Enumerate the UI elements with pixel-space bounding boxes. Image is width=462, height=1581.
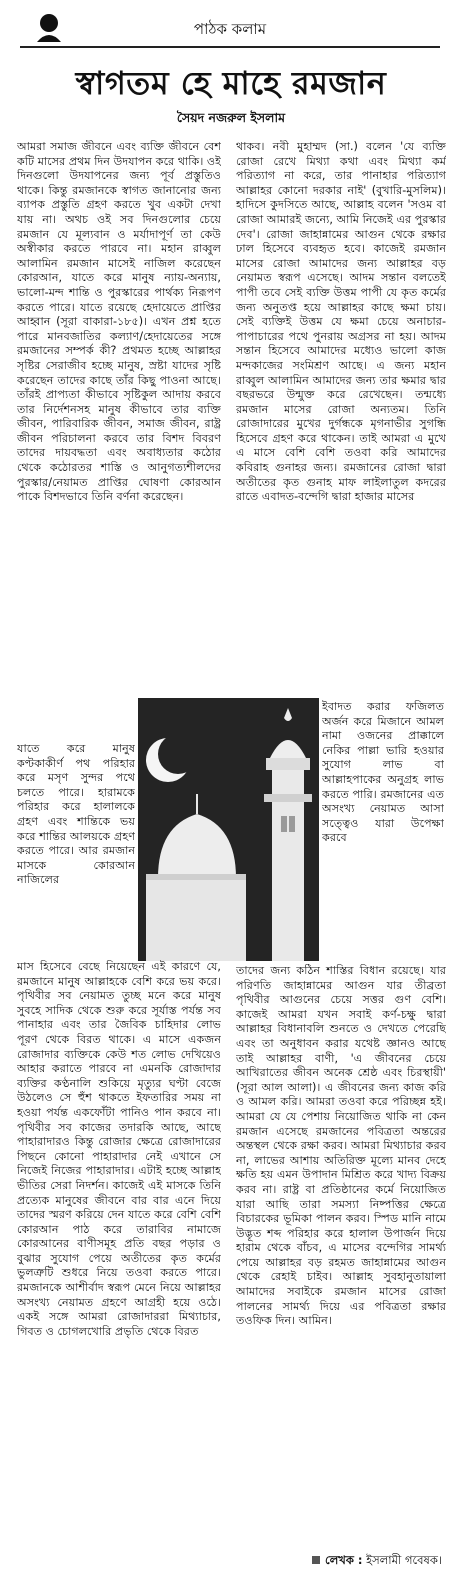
bullet-square-icon (312, 1556, 320, 1564)
article-paragraph: থাকব। নবী মুহাম্মদ (সা.) বলেন 'যে ব্যক্তি রোজা রেখে মিথ্যা কথা এবং মিথ্যা কর্ম পরিত্যাগ না করে, তার পানাহার পরিত্যাগ আল্লাহর কোনো দরকার নাই' (বুখারি-মুসলিম)। হাদিসে কুদসিতে আছে, আল্লাহ বলেন 'সওম বা রোজা আমারই জন্যে, আমি নিজেই এর পুরস্কার দেব'। রোজা জাহান্নামের আগুন থেকে রক্ষার ঢাল হিসেবে ব্যবহৃত হবে। কাজেই রমজান মাসের রোজা আমাদের জন্য আল্লাহর বড় নেয়ামত স্বরূপ এসেছে। আদম সন্তান বলতেই পাপী তবে সেই ব্যক্তি উত্তম পাপী যে কৃত কর্মের জন্য অনুতপ্ত হয়ে আল্লাহর কাছে ক্ষমা চায়। সেই ব্যক্তিই উত্তম যে ক্ষমা চেয়ে অনাচার-পাপাচারের পথে পুনরায় অগ্রসর না হয়। আদম সন্তান হিসেবে আমাদের মধ্যেও ভালো কাজ মন্দকাজের সংমিশ্রণ আছে। এ জন্য মহান রাব্বুল আলামিন আমাদের জন্য তার ক্ষমার দ্বার বছরভরে উন্মুক্ত করে রেখেছেন। তন্মধ্যে রমজান মাসের রোজা অন্যতম। তিনি রোজাদারের মুখের দুর্গন্ধকে মৃগনাভীর সুগন্ধি হিসেবে গ্রহণ করে থাকেন। তাই আমরা এ মুখে এ মাসে বেশি বেশি তওবা করি আমাদের কবিরাহ গুনাহর জন্য। রমজানের রোজা দ্বারা অতীতের কৃত গুনাহ মাফ লাইলাতুল কদরের রাতে এবাদত-বন্দেগি দ্বারা হাজার মাসের (236, 140, 446, 504)
article-column-right-narrow (322, 700, 444, 962)
article-author: সৈয়দ নজরুল ইসলাম (176, 110, 286, 125)
article-paragraph: ইবাদত করার ফজিলত অর্জন করে মিজানে আমল নামা ওজনের প্রাক্কালে নেকির পাল্লা ভারি হওয়ার সুযোগ লাভ বা আল্লাহপাকের অনুগ্রহ লাভ করতে পারি। রমজানের এত অসংখ্য নেয়ামত আসা সত্ত্বেও যারা উপেক্ষা করবে (322, 700, 444, 845)
article-column-left (17, 140, 221, 740)
article-column-right (236, 140, 446, 696)
section-header (20, 6, 440, 48)
article-title: স্বাগতম হে মাহে রমজান (75, 64, 387, 102)
article-paragraph: যাতে করে মানুষ কণ্টকাকীর্ণ পথ পরিহার করে মসৃণ সুন্দর পথে চলতে পারে। হারামকে পরিহার করে হালালকে গ্রহণ এবং শান্তিকে ভয় করে শান্তির আলয়কে গ্রহণ করতে পারে। আর রমজান মাসকে কোরআন নাজিলের (17, 742, 135, 887)
article-paragraph: মাস হিসেবে বেছে নিয়েছেন এই কারণে যে, রমজানে মানুষ আল্লাহকে বেশি করে ভয় করে। পৃথিবীর সব নেয়ামত তুচ্ছ মনে করে মানুষ সুবহে সাদিক থেকে শুরু করে সূর্যাস্ত পর্যন্ত সব পানাহার এবং তার জৈবিক চাহিদার লোভ পূরণ থেকে বিরত থাকে। এ মাসে একজন রোজাদার ব্যক্তিকে কেউ শত লোভ দেখিয়েও আহার করাতে পারবে না এমনকি রোজাদার ব্যক্তির কণ্ঠনালি শুকিয়ে মৃত্যুর ঘণ্টা বেজে উঠলেও সে হুঁশ থাকতে ইফতারির সময় না হওয়া পর্যন্ত একফোঁটা পানিও পান করবে না। পৃথিবীর সব কাজের তদারকি আছে, আছে পাহারাদারও কিন্তু রোজার ক্ষেত্রে রোজাদারের পিছনে কোনো পাহারাদার নেই এখানে সে নিজেই নিজের পাহারাদার। এটাই হচ্ছে আল্লাহ ভীতির সেরা নিদর্শন। কাজেই এই মাসকে তিনি প্রত্যেক মানুষের জীবনে বার বার এনে দিয়ে তাদের স্মরণ করিয়ে দেন যাতে করে বেশি বেশি কোরআন পাঠ করে তারাবির নামাজে কোরআনের বাণীসমূহ প্রতি বছর পড়ার ও বুঝার সুযোগ পেয়ে অতীতের কৃত কর্মের ভুলত্রুটি শুধরে নিয়ে তওবা করতে পারে। রমজানকে আশীর্বাদ স্বরূপ মেনে নিয়ে আল্লাহর অসংখ্য নেয়ামত গ্রহণে আগ্রহী হয়ে ওঠে। একই সঙ্গে আমরা রোজাদাররা মিথ্যাচার, গিবত ও চোগলখোরি প্রভৃতি থেকে বিরত (17, 960, 221, 1338)
section-label: পাঠক কলাম (193, 20, 267, 38)
author-footer (312, 1552, 442, 1571)
author-footer-label: লেখক : (325, 1553, 363, 1567)
article-column-left-bottom (17, 960, 221, 1542)
author-footer-text: ইসলামী গবেষক। (366, 1553, 442, 1567)
article-column-right-bottom (236, 964, 446, 1542)
ramadan-illustration (138, 698, 319, 961)
article-paragraph: আমরা সমাজ জীবনে এবং ব্যক্তি জীবনে বেশ কটি মাসের প্রথম দিন উদযাপন করে থাকি। ওই দিনগুলো উদযাপনের জন্য পূর্ব প্রস্তুতিও থাকে। কিন্তু রমজানকে স্বাগত জানানোর জন্য ব্যাপক প্রস্তুতি গ্রহণ করতে খুব একটা দেখা যায় না। অথচ ওই সব দিনগুলোর চেয়ে রমজান যে মূল্যবান ও মর্যাদাপূর্ণ তা কেউ অস্বীকার করতে পারবে না। মহান রাব্বুল আলামিন রমজান মাসেই নাজিল করেছেন কোরআন, যাতে করে মানুষ ন্যায়-অন্যায়, ভালো-মন্দ শান্তি ও পুরস্কারের পার্থক্য নিরূপণ করতে পারে। যাতে রয়েছে হেদায়েতে প্রাপ্তির আহ্বান (সূরা বাকারা-১৮৫)। এখন প্রশ্ন হতে পারে মানবজাতির কল্যাণ/হেদায়েতের সঙ্গে রমজানের সম্পর্ক কী? প্রথমত হচ্ছে আল্লাহর সৃষ্টির সেরাজীব হচ্ছে মানুষ, স্রষ্টা যাদের সৃষ্টি করেছেন তাদের কাছে তাঁর কিছু পাওনা আছে। তাঁরই প্রাপ্যতা কীভাবে সৃষ্টিকুল আদায় করবে তার নির্দেশনসহ মানুষ কীভাবে তার ব্যক্তি জীবন, পারিবারিক জীবন, সমাজ জীবন, রাষ্ট্র জীবন পরিচালনা করবে তার বিশদ বিবরণ তাদের দায়বদ্ধতা এবং অবাধ্যতার কঠোর থেকে কঠোরতর শাস্তি ও আনুগত্যশীলদের পুরস্কার/নেয়ামত প্রাপ্তির ঘোষণা কোরআন পাকে বিশদভাবে তিনি বর্ণনা করেছেন। (17, 140, 221, 504)
article-paragraph: তাদের জন্য কঠিন শাস্তির বিধান রয়েছে। যার পরিণতি জাহান্নামের আগুন যার তীব্রতা পৃথিবীর আগুনের চেয়ে সত্তর গুণ বেশি। কাজেই আমরা যখন সবাই কর্ণ-চক্ষু দ্বারা আল্লাহর বিধানাবলি শুনতে ও দেখতে পেরেছি এবং তা অনুধাবন করার যথেষ্ট জ্ঞানও আছে তাই আল্লাহর বাণী, 'এ জীবনের চেয়ে আখিরাতের জীবন অনেক শ্রেষ্ঠ এবং চিরস্থায়ী' (সূরা আল আলা)। এ জীবনের জন্য কাজ করি ও আমল করি। আমরা তওবা করে পরিচ্ছন্ন হই। আমরা যে যে পেশায় নিয়োজিত থাকি না কেন রমজান এসেছে রমজানের পবিত্রতা অন্তরের অন্তস্থল থেকে রক্ষা করব। আমরা মিথ্যাচার করব না, লাভের আশায় অতিরিক্ত মূল্যে মানব দেহে ক্ষতি হয় এমন উপাদান মিশ্রিত করে খাদ্য বিক্রয় করব না। রাষ্ট্র বা প্রতিষ্ঠানের কর্মে নিয়োজিত যারা আছি তারা সমস্যা নিষ্পত্তির ক্ষেত্রে বিচারকের ভূমিকা পালন করব। স্পিড মানি নামে উদ্ভূত শব্দ পরিহার করে হালাল উপার্জন দিয়ে হারাম থেকে বাঁচব, এ মাসের বন্দেগির সামর্থ্য পেয়ে আল্লাহর বড় রহমত জাহান্নামের আগুন থেকে রেহাই চাইব। আল্লাহ সুবহানুতায়ালা আমাদের সবাইকে রমজান মাসের রোজা পালনের সামর্থ্য দিয়ে এর পবিত্রতা রক্ষার তওফিক দিন। আমিন। (236, 964, 446, 1328)
article-column-left-narrow (17, 742, 135, 964)
